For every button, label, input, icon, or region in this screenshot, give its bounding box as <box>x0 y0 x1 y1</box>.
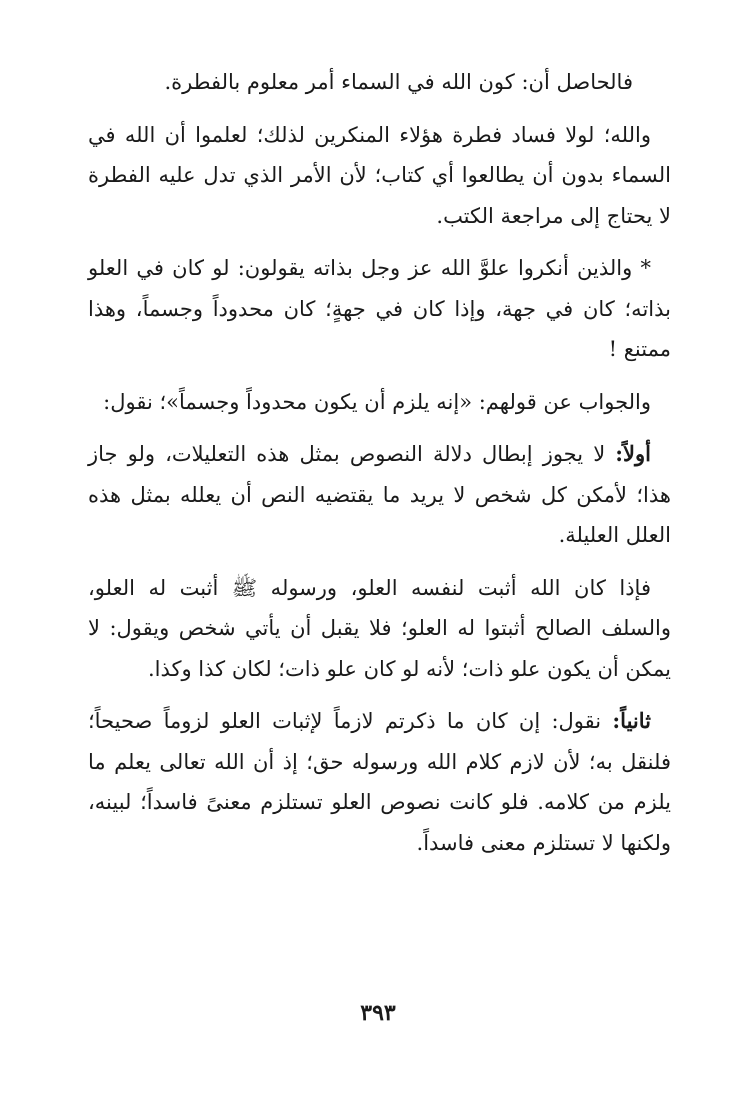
paragraph-7-text: نقول: إن كان ما ذكرتم لازماً لإثبات العلو لزوماً صحيحاً؛ فلنقل به؛ لأن لازم كلام الله ورسوله حق؛ إذ أن الله تعالى يعلم ما يلزم من كلامه. فلو كانت نصوص العلو تستلزم معنىً فاسداً؛ لبينه، ولكنها لا تستلزم معنى فاسداً. <box>88 709 671 855</box>
paragraph-5-lead: أولاً: <box>615 441 651 466</box>
paragraph-4-text: والجواب عن قولهم: «إنه يلزم أن يكون محدوداً وجسماً»؛ نقول: <box>103 389 651 414</box>
paragraph-6-text: فإذا كان الله أثبت لنفسه العلو، ورسوله ﷺ أثبت له العلو، والسلف الصالح أثبتوا له العلو؛ فلا يقبل أن يأتي شخص ويقول: لا يمكن أن يكون علو ذات؛ لأنه لو كان علو ذات؛ لكان كذا وكذا. <box>88 575 671 681</box>
paragraph-7-lead: ثانياً: <box>612 708 651 733</box>
paragraph-5 <box>88 434 671 556</box>
page-number: ٣٩٣ <box>360 1000 396 1026</box>
paragraph-4 <box>88 382 671 423</box>
paragraph-5-text: لا يجوز إبطال دلالة النصوص بمثل هذه التعليلات، ولو جاز هذا؛ لأمكن كل شخص لا يريد ما يقتضيه النص أن يعلله بمثل هذه العلل العليلة. <box>88 442 671 547</box>
paragraph-3 <box>88 248 671 370</box>
paragraph-1-text: فالحاصل أن: كون الله في السماء أمر معلوم بالفطرة. <box>164 70 633 94</box>
paragraph-1 <box>88 62 671 103</box>
paragraph-7 <box>88 701 671 863</box>
paragraph-2-text: والله؛ لولا فساد فطرة هؤلاء المنكرين لذلك؛ لعلموا أن الله في السماء بدون أن يطالعوا أي كتاب؛ لأن الأمر الذي تدل عليه الفطرة لا يحتاج إلى مراجعة الكتب. <box>88 122 671 228</box>
paragraph-2 <box>88 115 671 237</box>
paragraph-3-text: * والذين أنكروا علوَّ الله عز وجل بذاته يقولون: لو كان في العلو بذاته؛ كان في جهة، وإذا كان في جهةٍ؛ كان محدوداً وجسماً، وهذا ممتنع ! <box>88 256 671 361</box>
page-body <box>88 62 671 875</box>
paragraph-6 <box>88 568 671 690</box>
